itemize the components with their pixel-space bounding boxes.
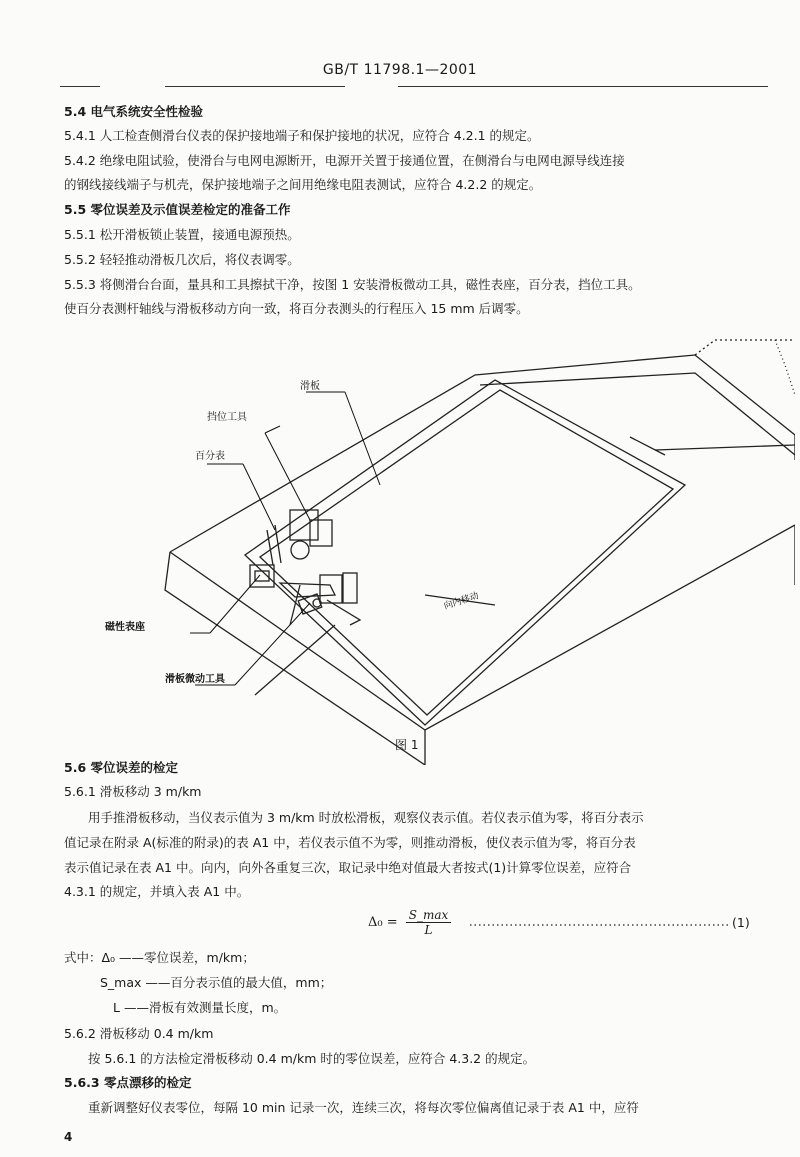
where-l: L ——滑板有效测量长度，m。 (113, 1000, 287, 1015)
header-rule-mid (165, 86, 345, 87)
clause-5-6-2: 5.6.2 滑板移动 0.4 m/km (64, 1026, 214, 1041)
label-magnetic-base: 磁性表座 (105, 622, 145, 633)
clause-5-4-2-line2: 的钢线接线端子与机壳，保护接地端子之间用绝缘电阻表测试，应符合 4.2.2 的规定。 (64, 177, 542, 192)
para-5-6-1-line4: 4.3.1 的规定，并填入表 A1 中。 (64, 884, 250, 899)
para-5-6-3: 重新调整好仪表零位，每隔 10 min 记录一次，连续三次，将每次零位偏离值记录于表 A1 中，应符 (88, 1100, 639, 1115)
clause-5-6-3: 5.6.3 零点漂移的检定 (64, 1075, 192, 1090)
formula-lhs: Δ₀ = (368, 915, 398, 930)
formula-1 (368, 908, 451, 937)
clause-5-4-1: 5.4.1 人工检查侧滑台仪表的保护接地端子和保护接地的状况，应符合 4.2.1 的规定。 (64, 128, 540, 143)
formula-leader-dots (470, 922, 728, 928)
figure-caption: 图 1 (395, 738, 419, 752)
formula-denominator: L (424, 923, 433, 937)
clause-5-5-3-line2: 使百分表测杆轴线与滑板移动方向一致，将百分表测头的行程压入 15 mm 后调零。 (64, 301, 529, 316)
section-5-4: 5.4 电气系统安全性检验 (64, 104, 203, 119)
label-inward: 向内移动 (442, 591, 481, 612)
para-5-6-1-line1: 用手推滑板移动，当仪表示值为 3 m/km 时放松滑板，观察仪表示值。若仪表示值为零，将百分表示 (88, 810, 644, 825)
label-micro-tool: 滑板微动工具 (165, 674, 225, 685)
header-rule-right (398, 86, 768, 87)
section-5-5: 5.5 零位误差及示值误差检定的准备工作 (64, 202, 291, 217)
standard-code: GB/T 11798.1—2001 (322, 62, 478, 78)
clause-5-5-3-line1: 5.5.3 将侧滑台台面，量具和工具擦拭干净，按图 1 安装滑板微动工具，磁性表座，百分表，挡位工具。 (64, 277, 641, 292)
label-dial-gauge: 百分表 (195, 451, 225, 462)
clause-5-4-2-line1: 5.4.2 绝缘电阻试验，使滑台与电网电源断开，电源开关置于接通位置，在侧滑台与电网电源导线连接 (64, 153, 625, 168)
header-rule-left (60, 86, 100, 87)
where-smax: S_max ——百分表示值的最大值，mm； (100, 975, 333, 990)
section-5-6: 5.6 零位误差的检定 (64, 760, 178, 775)
clause-5-6-1: 5.6.1 滑板移动 3 m/km (64, 784, 202, 799)
label-slide-plate: 滑板 (300, 381, 320, 392)
label-stop-tool: 挡位工具 (207, 412, 247, 423)
where-delta: 式中：Δ₀ ——零位误差，m/km； (64, 950, 255, 965)
clause-5-5-1: 5.5.1 松开滑板锁止装置，接通电源预热。 (64, 227, 300, 242)
equation-number: (1) (732, 915, 750, 930)
clause-5-5-2: 5.5.2 轻轻推动滑板几次后，将仪表调零。 (64, 252, 300, 267)
formula-numerator: S_max (406, 908, 452, 923)
para-5-6-1-line2: 值记录在附录 A(标准的附录)的表 A1 中，若仪表示值不为零，则推动滑板，使仪表示值为零，将百分表 (64, 835, 636, 850)
figure-1-diagram (95, 325, 795, 765)
para-5-6-1-line3: 表示值记录在表 A1 中。向内，向外各重复三次，取记录中绝对值最大者按式(1)计算零位误差，应符合 (64, 860, 632, 875)
page-number: 4 (64, 1130, 73, 1144)
para-5-6-2: 按 5.6.1 的方法检定滑板移动 0.4 m/km 时的零位误差，应符合 4.3.2 的规定。 (88, 1051, 536, 1066)
